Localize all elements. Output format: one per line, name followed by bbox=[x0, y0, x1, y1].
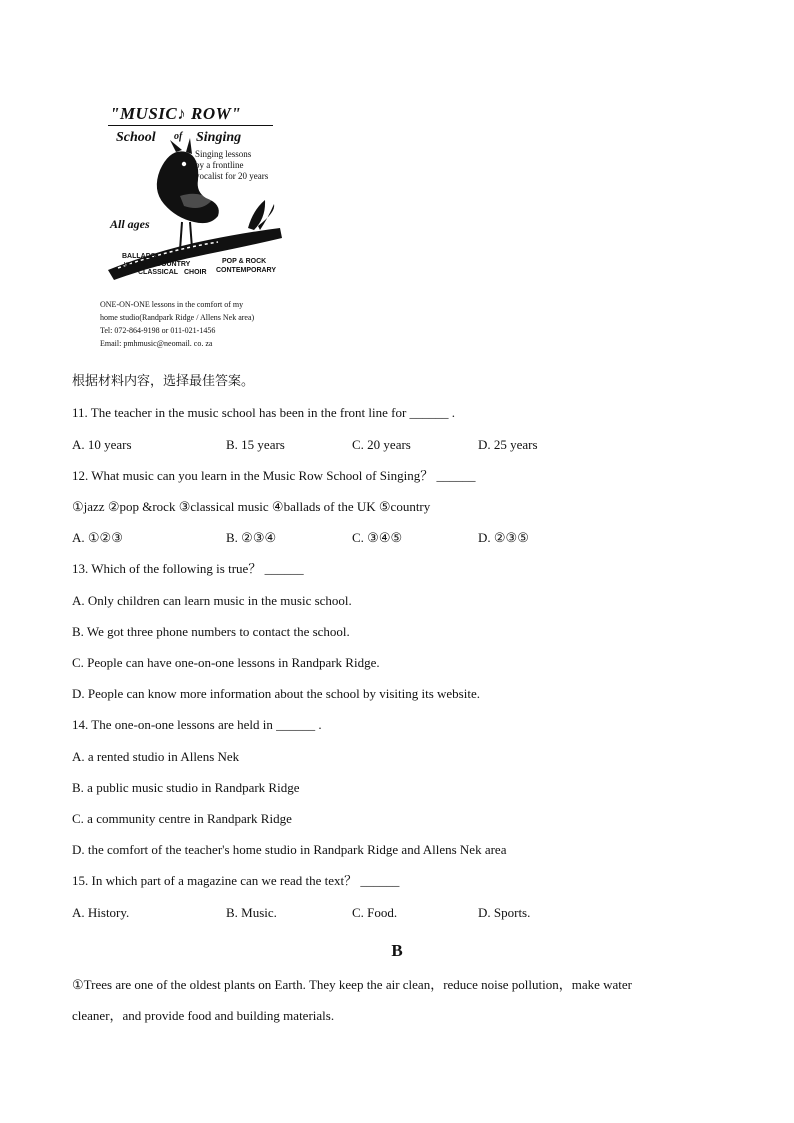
ad-contact-info: ONE-ON-ONE lessons in the comfort of my home studio(Randpark Ridge / Allens Nek area) Tel: 072-864-9198 or 011-021-1456 Email: pmhmusic@neomail. co. za bbox=[100, 300, 255, 348]
instruction: 根据材料内容，选择最佳答案。 bbox=[72, 374, 255, 389]
music-row-advertisement bbox=[98, 100, 288, 352]
question-15-option-a: A. History. bbox=[72, 905, 130, 920]
question-14-option-b: B. a public music studio in Randpark Ridge bbox=[72, 780, 300, 795]
question-15-option-d: D. Sports. bbox=[478, 905, 531, 920]
question-14-option-c: C. a community centre in Randpark Ridge bbox=[72, 811, 292, 826]
ad-genre-pop: POP & ROCK bbox=[222, 258, 267, 265]
question-11-stem: 11. The teacher in the music school has been in the front line for ______ . bbox=[72, 405, 456, 420]
ad-genre-country: COUNTRY bbox=[156, 261, 191, 268]
ad-genre-ballads: BALLADS bbox=[122, 253, 156, 260]
question-12-option-c: C. ③④⑤ bbox=[352, 530, 403, 545]
ad-school-left: School bbox=[116, 130, 156, 145]
ad-genre-usa: USA & SA bbox=[124, 262, 148, 268]
question-14-stem: 14. The one-on-one lessons are held in ______ . bbox=[72, 717, 322, 732]
ad-title: "MUSIC♪ ROW" bbox=[110, 104, 242, 123]
ad-genre-choir: CHOIR bbox=[184, 269, 207, 276]
question-13-option-a: A. Only children can learn music in the music school. bbox=[72, 593, 352, 608]
question-11-option-b: B. 15 years bbox=[226, 437, 285, 452]
question-13-option-b: B. We got three phone numbers to contact the school. bbox=[72, 624, 350, 639]
question-12-option-a: A. ①②③ bbox=[72, 530, 123, 545]
question-11-option-a: A. 10 years bbox=[72, 437, 132, 452]
ad-genre-contemporary: CONTEMPORARY bbox=[216, 267, 277, 274]
ad-school-right: Singing bbox=[196, 130, 242, 145]
section-b-paragraph-line-1: ①Trees are one of the oldest plants on Earth. They keep the air clean，reduce noise pollution，make water bbox=[72, 977, 633, 992]
question-13-option-c: C. People can have one-on-one lessons in Randpark Ridge. bbox=[72, 655, 380, 670]
question-11-option-d: D. 25 years bbox=[478, 437, 538, 452]
question-13-option-d: D. People can know more information about the school by visiting its website. bbox=[72, 686, 480, 701]
section-b-heading: B bbox=[391, 941, 403, 960]
ad-title-underline bbox=[108, 125, 273, 126]
ad-tagline: Singing lessons by a frontline vocalist for 20 years bbox=[195, 149, 269, 181]
question-12-option-b: B. ②③④ bbox=[226, 530, 277, 545]
question-11-option-c: C. 20 years bbox=[352, 437, 411, 452]
question-14-option-d: D. the comfort of the teacher's home studio in Randpark Ridge and Allens Nek area bbox=[72, 842, 507, 857]
question-15-option-c: C. Food. bbox=[352, 905, 398, 920]
question-13-stem: 13. Which of the following is true？ ______ bbox=[72, 561, 304, 576]
question-12-items: ①jazz ②pop &rock ③classical music ④ballads of the UK ⑤country bbox=[72, 499, 431, 514]
question-12-option-d: D. ②③⑤ bbox=[478, 530, 529, 545]
question-12-stem: 12. What music can you learn in the Music Row School of Singing？ ______ bbox=[72, 468, 476, 483]
ad-school-of: of bbox=[174, 131, 183, 142]
question-15-stem: 15. In which part of a magazine can we read the text？ ______ bbox=[72, 873, 400, 888]
ad-genre-classical: CLASSICAL bbox=[138, 269, 179, 276]
section-b-paragraph-line-2: cleaner，and provide food and building materials. bbox=[72, 1008, 335, 1023]
question-15-option-b: B. Music. bbox=[226, 905, 277, 920]
question-14-option-a: A. a rented studio in Allens Nek bbox=[72, 749, 240, 764]
ad-ages: All ages bbox=[110, 217, 150, 231]
